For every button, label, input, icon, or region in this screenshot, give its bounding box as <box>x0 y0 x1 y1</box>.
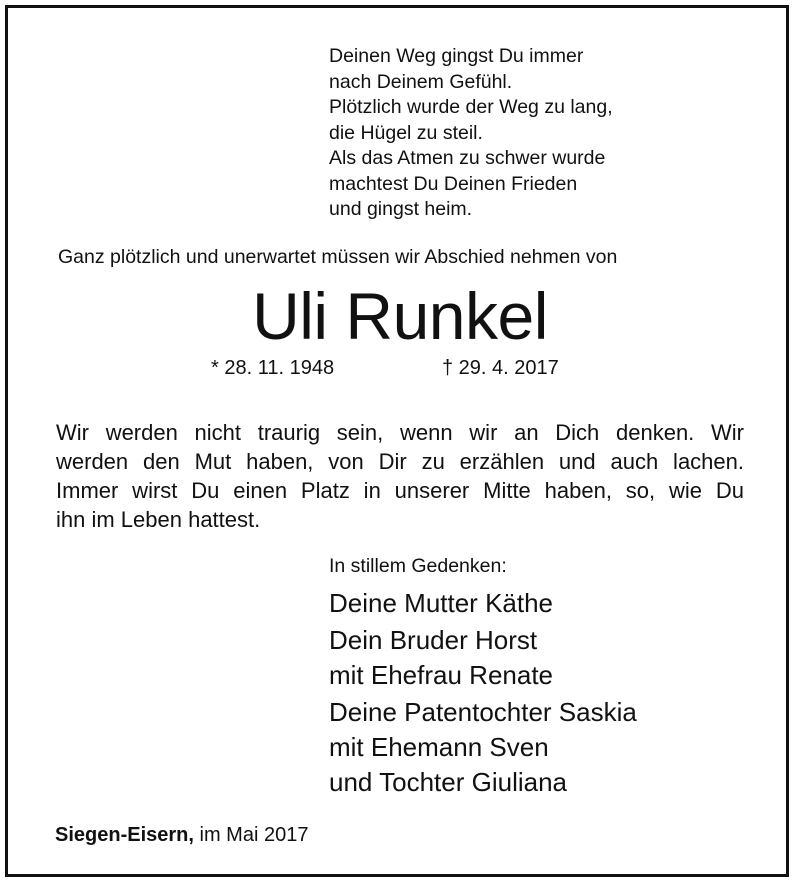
mourner-line: Dein Bruder Horst <box>329 625 538 655</box>
tribute-line: ihn im Leben hattest. <box>56 507 261 532</box>
mourner-line: und Tochter Giuliana <box>329 767 568 797</box>
mourner-group <box>329 695 637 800</box>
deceased-name: Uli Runkel <box>252 279 548 353</box>
signoff: In stillem Gedenken: <box>329 555 507 577</box>
mourner-group <box>329 623 637 693</box>
poem-line: machtest Du Deinen Frieden <box>329 172 578 195</box>
intro-text: Ganz plötzlich und unerwartet müssen wir Abschied nehmen von <box>58 246 618 268</box>
poem-line: Plötzlich wurde der Weg zu lang, <box>329 96 613 118</box>
poem-line: Deinen Weg gingst Du immer <box>329 45 584 67</box>
tribute-line: Wir werden nicht traurig sein, wenn wir an Dich denken. Wir <box>56 420 744 445</box>
tribute-line: werden den Mut haben, von Dir zu erzählen und auch lachen. <box>56 449 744 474</box>
mourner-group <box>329 586 637 621</box>
tribute-line: Immer wirst Du einen Platz in unserer Mitte haben, so, wie Du <box>56 478 744 503</box>
poem <box>329 44 613 223</box>
mourners-list <box>329 586 637 802</box>
poem-line: nach Deinem Gefühl. <box>329 70 513 93</box>
death-date: † 29. 4. 2017 <box>442 357 559 379</box>
mourner-line: Deine Mutter Käthe <box>329 588 554 618</box>
mourner-line: Deine Patentochter Saskia <box>329 697 637 727</box>
mourner-line: mit Ehefrau Renate <box>329 660 554 690</box>
notice-date: im Mai 2017 <box>199 824 309 846</box>
tribute-text <box>56 418 744 534</box>
birth-date: * 28. 11. 1948 <box>211 357 335 379</box>
poem-line: die Hügel zu steil. <box>329 121 483 144</box>
mourner-line: mit Ehemann Sven <box>329 732 549 762</box>
poem-line: und gingst heim. <box>329 198 473 220</box>
place-name: Siegen-Eisern, <box>55 824 194 846</box>
place-date <box>55 824 308 847</box>
poem-line: Als das Atmen zu schwer wurde <box>329 147 606 169</box>
